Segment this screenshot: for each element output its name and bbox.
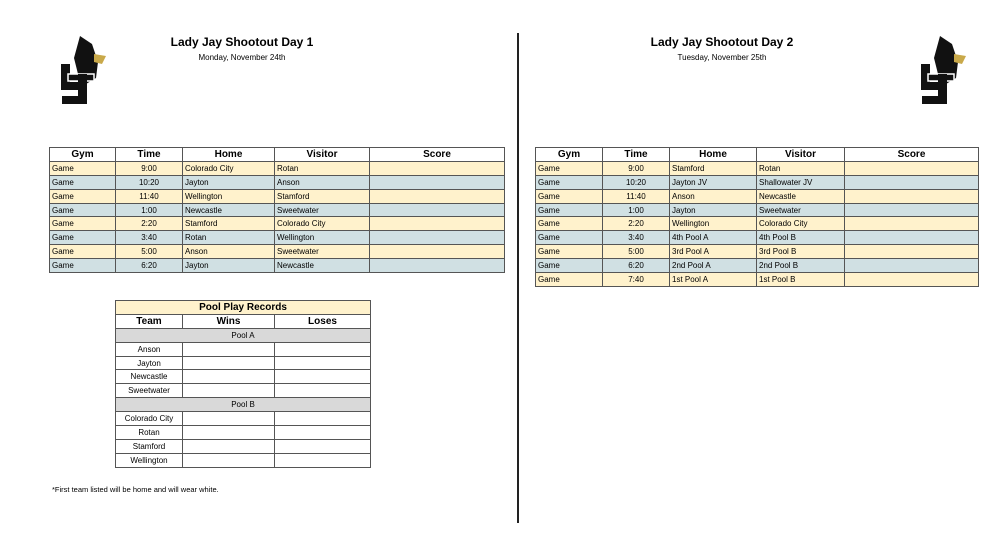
header-row	[116, 314, 371, 328]
column-header: Wins	[183, 314, 275, 328]
time-cell: 5:00	[603, 245, 670, 259]
column-header: Home	[670, 148, 757, 162]
table-row	[50, 161, 505, 175]
pool-table-title: Pool Play Records	[116, 301, 371, 315]
table-row	[50, 217, 505, 231]
score-cell[interactable]	[370, 161, 505, 175]
team-row	[116, 370, 371, 384]
column-header: Score	[370, 148, 505, 162]
pool-group-label: Pool A	[116, 328, 371, 342]
table-row	[50, 259, 505, 273]
column-header: Score	[845, 148, 979, 162]
table-row	[50, 203, 505, 217]
column-header: Visitor	[275, 148, 370, 162]
time-cell: 1:00	[603, 203, 670, 217]
visitor-cell: Rotan	[275, 161, 370, 175]
gym-cell: Game	[536, 231, 603, 245]
day2-title: Lady Jay Shootout Day 2	[650, 35, 794, 49]
home-cell: 3rd Pool A	[670, 245, 757, 259]
home-cell: Jayton	[183, 175, 275, 189]
pool-play-records-table	[115, 300, 371, 468]
time-cell: 10:20	[116, 175, 183, 189]
team-cell: Wellington	[116, 453, 183, 467]
gym-cell: Game	[50, 161, 116, 175]
home-cell: Jayton JV	[670, 175, 757, 189]
loses-cell[interactable]	[275, 426, 371, 440]
visitor-cell: Colorado City	[275, 217, 370, 231]
table-row	[536, 273, 979, 287]
team-cell: Colorado City	[116, 412, 183, 426]
team-cell: Sweetwater	[116, 384, 183, 398]
score-cell[interactable]	[845, 203, 979, 217]
score-cell[interactable]	[370, 259, 505, 273]
home-cell: 2nd Pool A	[670, 259, 757, 273]
gym-cell: Game	[50, 203, 116, 217]
column-header: Loses	[275, 314, 371, 328]
home-cell: Wellington	[183, 189, 275, 203]
team-cell: Rotan	[116, 426, 183, 440]
wins-cell[interactable]	[183, 342, 275, 356]
day1-subtitle: Monday, November 24th	[198, 53, 286, 62]
score-cell[interactable]	[370, 203, 505, 217]
visitor-cell: Colorado City	[757, 217, 845, 231]
table-row	[536, 189, 979, 203]
score-cell[interactable]	[370, 189, 505, 203]
time-cell: 2:20	[116, 217, 183, 231]
loses-cell[interactable]	[275, 384, 371, 398]
score-cell[interactable]	[845, 231, 979, 245]
team-row	[116, 384, 371, 398]
table-row	[536, 217, 979, 231]
wins-cell[interactable]	[183, 356, 275, 370]
team-row	[116, 426, 371, 440]
time-cell: 10:20	[603, 175, 670, 189]
footnote: *First team listed will be home and will wear white.	[52, 485, 219, 494]
wins-cell[interactable]	[183, 370, 275, 384]
time-cell: 11:40	[603, 189, 670, 203]
header-row	[50, 148, 505, 162]
table-row	[536, 259, 979, 273]
column-header: Gym	[50, 148, 116, 162]
gym-cell: Game	[536, 203, 603, 217]
home-cell: 1st Pool A	[670, 273, 757, 287]
gym-cell: Game	[50, 175, 116, 189]
team-cell: Anson	[116, 342, 183, 356]
gym-cell: Game	[50, 217, 116, 231]
visitor-cell: Sweetwater	[757, 203, 845, 217]
school-logo-right	[918, 34, 978, 108]
home-cell: Anson	[670, 189, 757, 203]
visitor-cell: 2nd Pool B	[757, 259, 845, 273]
table-row	[536, 175, 979, 189]
home-cell: Jayton	[183, 259, 275, 273]
home-cell: 4th Pool A	[670, 231, 757, 245]
time-cell: 1:00	[116, 203, 183, 217]
loses-cell[interactable]	[275, 412, 371, 426]
team-row	[116, 453, 371, 467]
gym-cell: Game	[50, 259, 116, 273]
team-cell: Stamford	[116, 439, 183, 453]
gym-cell: Game	[50, 245, 116, 259]
time-cell: 11:40	[116, 189, 183, 203]
table-row	[50, 231, 505, 245]
loses-cell[interactable]	[275, 342, 371, 356]
score-cell[interactable]	[845, 217, 979, 231]
header-row	[536, 148, 979, 162]
column-header: Team	[116, 314, 183, 328]
time-cell: 3:40	[603, 231, 670, 245]
pool-group-row	[116, 398, 371, 412]
home-cell: Anson	[183, 245, 275, 259]
loses-cell[interactable]	[275, 439, 371, 453]
wins-cell[interactable]	[183, 426, 275, 440]
table-row	[50, 245, 505, 259]
gym-cell: Game	[536, 259, 603, 273]
score-cell[interactable]	[370, 245, 505, 259]
time-cell: 3:40	[116, 231, 183, 245]
score-cell[interactable]	[370, 217, 505, 231]
visitor-cell: 3rd Pool B	[757, 245, 845, 259]
day1-title: Lady Jay Shootout Day 1	[170, 35, 314, 49]
gym-cell: Game	[536, 245, 603, 259]
team-row	[116, 342, 371, 356]
visitor-cell: 1st Pool B	[757, 273, 845, 287]
team-row	[116, 412, 371, 426]
home-cell: Stamford	[183, 217, 275, 231]
time-cell: 9:00	[603, 161, 670, 175]
table-row	[536, 231, 979, 245]
home-cell: Jayton	[670, 203, 757, 217]
gym-cell: Game	[536, 175, 603, 189]
gym-cell: Game	[50, 231, 116, 245]
wins-cell[interactable]	[183, 453, 275, 467]
visitor-cell: 4th Pool B	[757, 231, 845, 245]
home-cell: Rotan	[183, 231, 275, 245]
score-cell[interactable]	[370, 231, 505, 245]
wins-cell[interactable]	[183, 384, 275, 398]
table-row	[536, 161, 979, 175]
home-cell: Stamford	[670, 161, 757, 175]
visitor-cell: Newcastle	[757, 189, 845, 203]
visitor-cell: Stamford	[275, 189, 370, 203]
visitor-cell: Rotan	[757, 161, 845, 175]
gym-cell: Game	[50, 189, 116, 203]
team-row	[116, 356, 371, 370]
title-row	[116, 301, 371, 315]
score-cell[interactable]	[845, 175, 979, 189]
wins-cell[interactable]	[183, 439, 275, 453]
loses-cell[interactable]	[275, 370, 371, 384]
visitor-cell: Newcastle	[275, 259, 370, 273]
gym-cell: Game	[536, 161, 603, 175]
table-row	[50, 189, 505, 203]
time-cell: 6:20	[116, 259, 183, 273]
home-cell: Colorado City	[183, 161, 275, 175]
gym-cell: Game	[536, 189, 603, 203]
time-cell: 2:20	[603, 217, 670, 231]
score-cell[interactable]	[370, 175, 505, 189]
time-cell: 5:00	[116, 245, 183, 259]
score-cell[interactable]	[845, 259, 979, 273]
column-header: Visitor	[757, 148, 845, 162]
home-cell: Wellington	[670, 217, 757, 231]
time-cell: 6:20	[603, 259, 670, 273]
gym-cell: Game	[536, 217, 603, 231]
table-row	[50, 175, 505, 189]
column-header: Time	[603, 148, 670, 162]
gym-cell: Game	[536, 273, 603, 287]
table-row	[536, 203, 979, 217]
score-cell[interactable]	[845, 189, 979, 203]
home-cell: Newcastle	[183, 203, 275, 217]
column-header: Home	[183, 148, 275, 162]
visitor-cell: Sweetwater	[275, 203, 370, 217]
loses-cell[interactable]	[275, 356, 371, 370]
visitor-cell: Shallowater JV	[757, 175, 845, 189]
score-cell[interactable]	[845, 161, 979, 175]
team-cell: Jayton	[116, 356, 183, 370]
visitor-cell: Wellington	[275, 231, 370, 245]
time-cell: 9:00	[116, 161, 183, 175]
team-cell: Newcastle	[116, 370, 183, 384]
pool-group-label: Pool B	[116, 398, 371, 412]
team-row	[116, 439, 371, 453]
score-cell[interactable]	[845, 245, 979, 259]
loses-cell[interactable]	[275, 453, 371, 467]
visitor-cell: Sweetwater	[275, 245, 370, 259]
wins-cell[interactable]	[183, 412, 275, 426]
table-row	[536, 245, 979, 259]
day2-schedule-table	[535, 147, 979, 287]
time-cell: 7:40	[603, 273, 670, 287]
column-header: Gym	[536, 148, 603, 162]
day1-schedule-table	[49, 147, 505, 273]
pool-group-row	[116, 328, 371, 342]
visitor-cell: Anson	[275, 175, 370, 189]
page-divider	[517, 33, 519, 523]
score-cell[interactable]	[845, 273, 979, 287]
column-header: Time	[116, 148, 183, 162]
day2-subtitle: Tuesday, November 25th	[677, 53, 767, 62]
